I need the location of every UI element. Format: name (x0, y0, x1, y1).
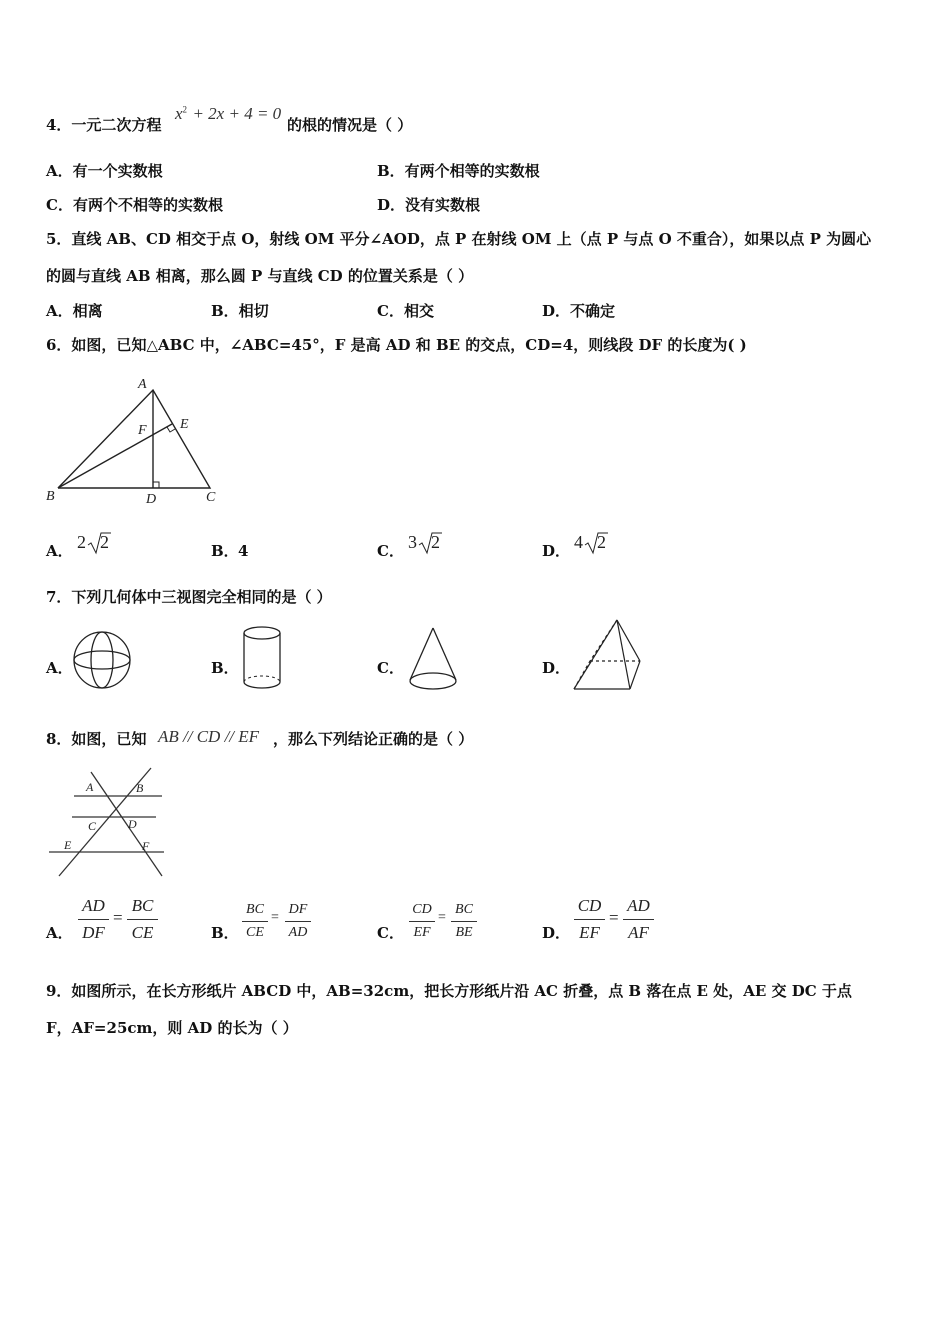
fraction: AD AF (623, 896, 654, 944)
q8-label-a: A (86, 780, 94, 794)
q4-option-c[interactable]: C．有两个不相等的实数根 (46, 196, 223, 214)
q7-option-a-letter[interactable]: A． (46, 659, 73, 677)
q6-option-b-value[interactable]: 4 (238, 542, 249, 560)
q8-stem-before: 8．如图，已知 (46, 730, 147, 748)
fraction: BC CE (242, 902, 268, 944)
q5-stem-line2: 的圆与直线 AB 相离，那么圆 P 与直线 CD 的位置关系是（ ） (46, 267, 474, 285)
q7-option-d-letter[interactable]: D． (542, 659, 571, 677)
q6-label-c: C (206, 490, 216, 505)
q4-option-d[interactable]: D．没有实数根 (377, 196, 481, 214)
fraction: BC CE (127, 896, 158, 944)
q4-option-b[interactable]: B．有两个相等的实数根 (377, 162, 540, 180)
q8-label-e: E (64, 838, 72, 852)
q9-stem-line1: 9．如图所示，在长方形纸片 ABCD 中，AB=32cm，把长方形纸片沿 AC 折叠，点 B 落在点 E 处，AE 交 DC 于点 (46, 982, 852, 1000)
fraction: DF AD (285, 902, 311, 944)
q8-condition: AB // CD // EF (158, 727, 260, 746)
q4-stem-after: 的根的情况是（ ） (287, 116, 413, 134)
q8-option-c-letter[interactable]: C． (377, 924, 404, 942)
fraction: CD EF (574, 896, 605, 944)
q6-label-a: A (138, 377, 147, 392)
q7-stem: 7．下列几何体中三视图完全相同的是（ ） (46, 588, 332, 606)
q6-label-e: E (180, 417, 189, 432)
q4-option-a[interactable]: A．有一个实数根 (46, 162, 163, 180)
q6-label-f: F (138, 423, 147, 438)
q8-label-c: C (88, 819, 97, 833)
q6-label-d: D (146, 492, 157, 507)
q5-option-b[interactable]: B．相切 (211, 302, 269, 320)
q8-parallel-lines-figure (44, 764, 170, 886)
q6-stem: 6．如图，已知△ABC 中，∠ABC=45°，F 是高 AD 和 BE 的交点，CD=4，则线段 DF 的长度为( ) (46, 336, 747, 354)
fraction: CD EF (409, 902, 435, 944)
fraction: AD DF (78, 896, 109, 944)
q6-option-d-letter[interactable]: D． (542, 542, 571, 560)
q8-label-f: F (142, 839, 150, 853)
q6-triangle-figure (40, 372, 225, 512)
q8-option-b-letter[interactable]: B． (211, 924, 239, 942)
q6-option-a-letter[interactable]: A． (46, 542, 73, 560)
q7-option-b-letter[interactable]: B． (211, 659, 239, 677)
q5-option-c[interactable]: C．相交 (377, 302, 434, 320)
fraction: BC BE (451, 902, 477, 944)
cylinder-icon[interactable] (240, 624, 286, 694)
q4-stem-before: 4．一元二次方程 (46, 116, 162, 134)
q8-stem-after: ，那么下列结论正确的是（ ） (273, 730, 474, 748)
q8-label-d: D (128, 817, 137, 831)
q9-stem-line2: F，AF=25cm，则 AD 的长为（ ） (46, 1019, 298, 1037)
q6-label-b: B (46, 489, 55, 504)
q7-option-c-letter[interactable]: C． (377, 659, 404, 677)
q5-option-d[interactable]: D．不确定 (542, 302, 616, 320)
pyramid-icon[interactable] (570, 617, 646, 695)
q6-option-b-letter[interactable]: B． (211, 542, 239, 560)
q8-label-b: B (136, 781, 144, 795)
sphere-icon[interactable] (72, 628, 132, 692)
q5-stem-line1: 5．直线 AB、CD 相交于点 O，射线 OM 平分∠AOD，点 P 在射线 OM 上（点 P 与点 O 不重合），如果以点 P 为圆心 (46, 230, 872, 248)
q8-option-a-letter[interactable]: A． (46, 924, 73, 942)
q5-option-a[interactable]: A．相离 (46, 302, 103, 320)
q8-option-d-letter[interactable]: D． (542, 924, 571, 942)
q6-option-c-letter[interactable]: C． (377, 542, 404, 560)
cone-icon[interactable] (405, 624, 463, 694)
q4-equation: $x^2 + 2x + 4 = 0$ (175, 104, 282, 123)
